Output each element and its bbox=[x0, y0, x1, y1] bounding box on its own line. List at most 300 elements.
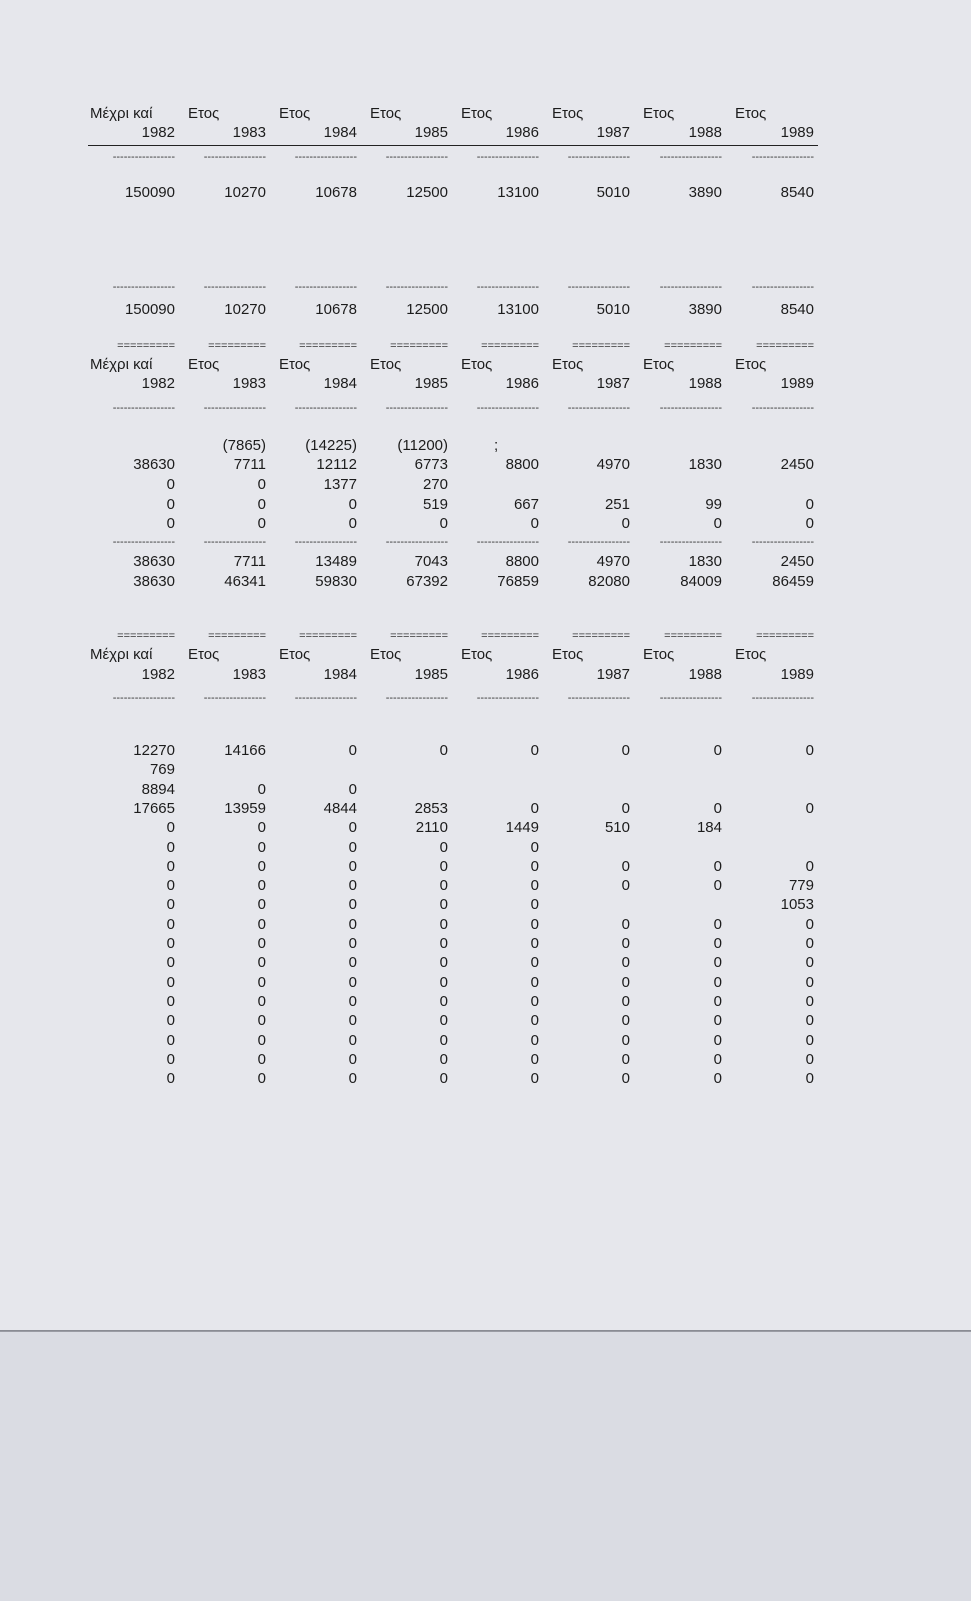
table-row-cell: 0 bbox=[621, 515, 630, 532]
table-row-cell: 0 bbox=[713, 877, 722, 894]
table-row-cell: 0 bbox=[805, 742, 814, 759]
table-row-cell: 0 bbox=[439, 858, 448, 875]
dash-separator-cell: ----------------- bbox=[476, 536, 539, 548]
double-separator-cell: ========= bbox=[208, 630, 266, 642]
dash-separator-cell: ----------------- bbox=[659, 281, 722, 293]
table-row-cell: 0 bbox=[166, 916, 175, 933]
table-row-cell: 0 bbox=[713, 742, 722, 759]
dash-separator-cell: ----------------- bbox=[294, 692, 357, 704]
table-row-cell: 0 bbox=[805, 1032, 814, 1049]
header-year-word: Ετος bbox=[188, 646, 220, 663]
dash-separator-cell: ----------------- bbox=[112, 536, 175, 548]
table-row-cell: 0 bbox=[166, 954, 175, 971]
double-separator-cell: ========= bbox=[481, 340, 539, 352]
table-row-cell: 0 bbox=[621, 1012, 630, 1029]
table-row-cell: 1449 bbox=[505, 819, 539, 836]
table-row-cell: 0 bbox=[621, 916, 630, 933]
table-row-cell: 0 bbox=[257, 1051, 266, 1068]
header-year-cell: 1985 bbox=[414, 375, 448, 392]
table-row-cell: 0 bbox=[439, 1051, 448, 1068]
header-year-word: Ετος bbox=[552, 356, 584, 373]
table-row-cell: 0 bbox=[530, 1070, 539, 1087]
table-row-cell: 0 bbox=[166, 896, 175, 913]
double-separator bbox=[0, 627, 971, 646]
header-year-word: Ετος bbox=[461, 356, 493, 373]
table-row-cell: 0 bbox=[257, 916, 266, 933]
table-row-cell: 0 bbox=[439, 515, 448, 532]
total-row-cell: 5010 bbox=[596, 301, 630, 318]
table-row bbox=[0, 992, 971, 1011]
table-row-cell: 0 bbox=[805, 858, 814, 875]
header-year-cell: 1988 bbox=[688, 375, 722, 392]
table-row-cell: 0 bbox=[348, 1070, 357, 1087]
header-year-word: Ετος bbox=[552, 646, 584, 663]
double-separator-cell: ========= bbox=[208, 340, 266, 352]
dash-separator-cell: ----------------- bbox=[567, 536, 630, 548]
header-label-row bbox=[0, 645, 971, 664]
header-year-cell: 1987 bbox=[596, 124, 630, 141]
table-row-cell: 2110 bbox=[415, 819, 448, 836]
table-row-cell: 6773 bbox=[414, 456, 448, 473]
total-row-cell: 13100 bbox=[497, 301, 539, 318]
header-year-cell: 1982 bbox=[141, 666, 175, 683]
table-row-cell: 0 bbox=[805, 515, 814, 532]
header-first-label: Μέχρι καί bbox=[90, 356, 153, 373]
table-row-cell: 0 bbox=[257, 496, 266, 513]
table-row-cell: 0 bbox=[257, 1070, 266, 1087]
double-separator-cell: ========= bbox=[117, 630, 175, 642]
table-row-cell: 0 bbox=[713, 858, 722, 875]
table-row-cell: 0 bbox=[439, 954, 448, 971]
table-row-cell: 5010 bbox=[596, 184, 630, 201]
header-year-word: Ετος bbox=[643, 646, 675, 663]
dash-separator-cell: ----------------- bbox=[476, 151, 539, 163]
table-row-cell: 99 bbox=[705, 496, 722, 513]
cumulative-row bbox=[0, 572, 971, 591]
table-row-cell: 0 bbox=[348, 935, 357, 952]
semicolon-mark: ; bbox=[494, 437, 499, 454]
table-row bbox=[0, 934, 971, 953]
table-row-cell: 510 bbox=[604, 819, 630, 836]
table-row-cell: 0 bbox=[713, 993, 722, 1010]
dash-separator-cell: ----------------- bbox=[567, 402, 630, 414]
table-row-cell: 0 bbox=[348, 896, 357, 913]
cumulative-row-cell: 46341 bbox=[224, 573, 266, 590]
header-year-cell: 1986 bbox=[505, 124, 539, 141]
header-year-word: Ετος bbox=[643, 105, 675, 122]
header-year-row bbox=[0, 123, 971, 142]
table-row-cell: 0 bbox=[530, 742, 539, 759]
table-row-cell: 0 bbox=[348, 858, 357, 875]
header-year-word: Ετος bbox=[188, 105, 220, 122]
table-row-cell: 0 bbox=[166, 858, 175, 875]
table-row-cell: 0 bbox=[439, 896, 448, 913]
header-year-word: Ετος bbox=[735, 646, 767, 663]
table-row-cell: 0 bbox=[530, 896, 539, 913]
table-row-cell: 0 bbox=[348, 839, 357, 856]
table-row-cell: 0 bbox=[166, 515, 175, 532]
total-row-cell: 2450 bbox=[780, 553, 814, 570]
dash-separator-cell: ----------------- bbox=[203, 151, 266, 163]
table-row-cell: 0 bbox=[530, 1051, 539, 1068]
table-row-cell: 0 bbox=[713, 974, 722, 991]
table-row-cell: 0 bbox=[805, 1051, 814, 1068]
table-row-cell: 0 bbox=[530, 1012, 539, 1029]
table-row-cell: 0 bbox=[348, 819, 357, 836]
dash-separator-cell: ----------------- bbox=[203, 402, 266, 414]
table-row bbox=[0, 495, 971, 514]
table-row-cell: 0 bbox=[713, 935, 722, 952]
table-row-cell: 0 bbox=[621, 954, 630, 971]
table-row bbox=[0, 838, 971, 857]
header-year-cell: 1982 bbox=[141, 124, 175, 141]
double-separator-cell: ========= bbox=[117, 340, 175, 352]
table-row-cell: 13100 bbox=[497, 184, 539, 201]
cumulative-row-cell: 67392 bbox=[406, 573, 448, 590]
table-row bbox=[0, 953, 971, 972]
table-row-cell: 0 bbox=[621, 742, 630, 759]
double-separator-cell: ========= bbox=[481, 630, 539, 642]
header-year-word: Ετος bbox=[188, 356, 220, 373]
table-row-cell: 0 bbox=[713, 1070, 722, 1087]
header-year-cell: 1983 bbox=[232, 666, 266, 683]
table-row-cell: 0 bbox=[257, 515, 266, 532]
table-row-cell: 2853 bbox=[414, 800, 448, 817]
double-separator-cell: ========= bbox=[390, 340, 448, 352]
table-row-cell: 0 bbox=[530, 935, 539, 952]
dash-separator-cell: ----------------- bbox=[659, 151, 722, 163]
total-row-cell: 8800 bbox=[505, 553, 539, 570]
table-row-cell: 0 bbox=[439, 877, 448, 894]
table-row-cell: 1830 bbox=[688, 456, 722, 473]
header-year-cell: 1986 bbox=[505, 375, 539, 392]
double-separator-cell: ========= bbox=[390, 630, 448, 642]
table-row-cell: 0 bbox=[348, 496, 357, 513]
dash-separator-cell: ----------------- bbox=[751, 151, 814, 163]
cumulative-row-cell: 84009 bbox=[680, 573, 722, 590]
table-row-cell: 13959 bbox=[224, 800, 266, 817]
double-separator-cell: ========= bbox=[664, 630, 722, 642]
header-year-word: Ετος bbox=[370, 356, 402, 373]
table-row-cell: 0 bbox=[713, 515, 722, 532]
table-row-cell: 0 bbox=[166, 974, 175, 991]
double-separator-cell: ========= bbox=[664, 340, 722, 352]
table-row-cell: 0 bbox=[257, 896, 266, 913]
table-row bbox=[0, 741, 971, 760]
cumulative-row-cell: 76859 bbox=[497, 573, 539, 590]
header-year-cell: 1988 bbox=[688, 666, 722, 683]
table-row-cell: 0 bbox=[805, 954, 814, 971]
header-year-row bbox=[0, 374, 971, 393]
table-row-cell: 0 bbox=[621, 935, 630, 952]
table-row-cell: 0 bbox=[439, 742, 448, 759]
total-row bbox=[0, 300, 971, 319]
table-row-cell: 0 bbox=[621, 974, 630, 991]
dash-separator-cell: ----------------- bbox=[659, 402, 722, 414]
table-row-cell: 0 bbox=[621, 1032, 630, 1049]
table-row-cell: 0 bbox=[439, 1012, 448, 1029]
total-row-cell: 3890 bbox=[688, 301, 722, 318]
table-row-cell: 4844 bbox=[323, 800, 357, 817]
header-year-cell: 1989 bbox=[780, 666, 814, 683]
table-row-cell: 1377 bbox=[323, 476, 357, 493]
table-row-cell: 270 bbox=[422, 476, 448, 493]
table-row-cell: 8800 bbox=[505, 456, 539, 473]
table-row-cell: 0 bbox=[166, 1051, 175, 1068]
table-row bbox=[0, 973, 971, 992]
table-row-cell: 8540 bbox=[780, 184, 814, 201]
table-row-cell: 12500 bbox=[406, 184, 448, 201]
header-year-cell: 1987 bbox=[596, 666, 630, 683]
table-row-cell: 0 bbox=[805, 993, 814, 1010]
table-row-cell: 0 bbox=[348, 974, 357, 991]
dash-separator-cell: ----------------- bbox=[385, 151, 448, 163]
header-year-word: Ετος bbox=[735, 105, 767, 122]
total-row bbox=[0, 552, 971, 571]
dash-separator-cell: ----------------- bbox=[476, 281, 539, 293]
table-row bbox=[0, 514, 971, 533]
table-row-cell: 0 bbox=[166, 819, 175, 836]
total-row-cell: 38630 bbox=[133, 553, 175, 570]
header-year-word: Ετος bbox=[735, 356, 767, 373]
table-row bbox=[0, 475, 971, 494]
header-first-label: Μέχρι καί bbox=[90, 646, 153, 663]
dash-separator-cell: ----------------- bbox=[751, 402, 814, 414]
table-row-cell: 0 bbox=[805, 974, 814, 991]
table-row-cell: 0 bbox=[530, 954, 539, 971]
table-row-cell: 519 bbox=[422, 496, 448, 513]
table-row-cell: 0 bbox=[439, 1032, 448, 1049]
header-year-word: Ετος bbox=[370, 646, 402, 663]
double-separator-cell: ========= bbox=[756, 630, 814, 642]
dash-separator-cell: ----------------- bbox=[203, 281, 266, 293]
table-row-cell: 2450 bbox=[780, 456, 814, 473]
dash-separator-cell: ----------------- bbox=[567, 151, 630, 163]
dash-separator-cell: ----------------- bbox=[385, 281, 448, 293]
table-row-cell: 0 bbox=[713, 1032, 722, 1049]
table-row-cell: 10270 bbox=[224, 184, 266, 201]
cumulative-row-cell: 59830 bbox=[315, 573, 357, 590]
table-row-cell: 0 bbox=[166, 935, 175, 952]
header-year-word: Ετος bbox=[279, 105, 311, 122]
table-row bbox=[0, 1031, 971, 1050]
dash-separator-cell: ----------------- bbox=[294, 536, 357, 548]
table-row-cell: 0 bbox=[348, 515, 357, 532]
table-row-cell: 0 bbox=[621, 1070, 630, 1087]
table-row-cell: 3890 bbox=[688, 184, 722, 201]
double-separator-cell: ========= bbox=[572, 630, 630, 642]
dash-separator-cell: ----------------- bbox=[294, 281, 357, 293]
dash-separator-cell: ----------------- bbox=[751, 281, 814, 293]
table-row-cell: 0 bbox=[439, 935, 448, 952]
table-row-cell: 0 bbox=[348, 781, 357, 798]
table-row-cell: 779 bbox=[788, 877, 814, 894]
table-row-cell: 0 bbox=[805, 935, 814, 952]
table-row-cell: 184 bbox=[696, 819, 722, 836]
header-first-label: Μέχρι καί bbox=[90, 105, 153, 122]
table-row-cell: 150090 bbox=[124, 184, 175, 201]
dash-separator-cell: ----------------- bbox=[751, 536, 814, 548]
table-row-cell: 0 bbox=[257, 819, 266, 836]
table-row-cell: 0 bbox=[530, 877, 539, 894]
table-row-cell: 0 bbox=[439, 974, 448, 991]
table-row-cell: 0 bbox=[530, 858, 539, 875]
table-row-cell: 0 bbox=[713, 1012, 722, 1029]
header-year-cell: 1988 bbox=[688, 124, 722, 141]
table-row-cell: 0 bbox=[713, 954, 722, 971]
header-year-cell: 1984 bbox=[323, 375, 357, 392]
table-row-cell: 0 bbox=[257, 935, 266, 952]
cumulative-row-cell: 38630 bbox=[133, 573, 175, 590]
table-row-cell: 0 bbox=[348, 1051, 357, 1068]
total-row-cell: 7043 bbox=[414, 553, 448, 570]
table-row-cell: 0 bbox=[439, 993, 448, 1010]
table-row bbox=[0, 799, 971, 818]
table-row-cell: 0 bbox=[621, 800, 630, 817]
header-year-cell: 1989 bbox=[780, 124, 814, 141]
header-year-word: Ετος bbox=[461, 105, 493, 122]
table-row-cell: 0 bbox=[348, 1012, 357, 1029]
cumulative-row-cell: 86459 bbox=[772, 573, 814, 590]
table-row-cell: 10678 bbox=[315, 184, 357, 201]
scanner-bed-area bbox=[0, 1330, 971, 1601]
table-row-cell: 0 bbox=[166, 1032, 175, 1049]
header-label-row bbox=[0, 355, 971, 374]
table-row-cell: 17665 bbox=[133, 800, 175, 817]
table-row-cell: 769 bbox=[149, 761, 175, 778]
total-row-cell: 1830 bbox=[688, 553, 722, 570]
total-row-cell: 7711 bbox=[233, 553, 266, 570]
table-row-cell: 14166 bbox=[224, 742, 266, 759]
table-row-cell: 0 bbox=[621, 993, 630, 1010]
header-underline bbox=[88, 145, 818, 146]
total-row-cell: 4970 bbox=[596, 553, 630, 570]
dash-separator-cell: ----------------- bbox=[294, 151, 357, 163]
table-row-cell: 0 bbox=[805, 496, 814, 513]
paren-row-cell: (14225) bbox=[305, 437, 357, 454]
dash-separator-cell: ----------------- bbox=[294, 402, 357, 414]
table-row-cell: 0 bbox=[257, 974, 266, 991]
dash-separator-cell: ----------------- bbox=[567, 281, 630, 293]
table-row-cell: 0 bbox=[530, 515, 539, 532]
double-separator-cell: ========= bbox=[756, 340, 814, 352]
table-row-cell: 667 bbox=[513, 496, 539, 513]
double-separator-cell: ========= bbox=[299, 630, 357, 642]
header-label-row bbox=[0, 104, 971, 123]
total-row-cell: 13489 bbox=[315, 553, 357, 570]
dash-separator-cell: ----------------- bbox=[385, 692, 448, 704]
table-row-cell: 0 bbox=[166, 839, 175, 856]
dash-separator-cell: ----------------- bbox=[112, 151, 175, 163]
table-row-cell: 7711 bbox=[233, 456, 266, 473]
header-year-cell: 1983 bbox=[232, 124, 266, 141]
table-row bbox=[0, 818, 971, 837]
dash-separator-cell: ----------------- bbox=[659, 536, 722, 548]
table-row-cell: 0 bbox=[166, 993, 175, 1010]
table-row bbox=[0, 183, 971, 202]
table-row-cell: 0 bbox=[257, 954, 266, 971]
table-row-cell: 0 bbox=[530, 993, 539, 1010]
table-row-cell: 0 bbox=[530, 839, 539, 856]
table-row-cell: 0 bbox=[805, 1070, 814, 1087]
table-row-cell: 0 bbox=[348, 916, 357, 933]
paren-row-cell: (7865) bbox=[222, 437, 266, 454]
table-row-cell: 0 bbox=[805, 916, 814, 933]
table-row bbox=[0, 760, 971, 779]
table-row-cell: 0 bbox=[257, 1012, 266, 1029]
total-row-cell: 8540 bbox=[780, 301, 814, 318]
table-row-cell: 0 bbox=[166, 476, 175, 493]
header-year-cell: 1987 bbox=[596, 375, 630, 392]
double-separator-cell: ========= bbox=[572, 340, 630, 352]
table-row-cell: 1053 bbox=[780, 896, 814, 913]
dash-separator-cell: ----------------- bbox=[203, 536, 266, 548]
table-row-cell: 0 bbox=[713, 916, 722, 933]
table-row-cell: 0 bbox=[621, 1051, 630, 1068]
table-row-cell: 0 bbox=[805, 800, 814, 817]
header-year-word: Ετος bbox=[461, 646, 493, 663]
table-row-cell: 0 bbox=[348, 877, 357, 894]
table-row-cell: 0 bbox=[257, 858, 266, 875]
table-row-cell: 0 bbox=[257, 476, 266, 493]
table-row-cell: 0 bbox=[530, 916, 539, 933]
table-row bbox=[0, 1050, 971, 1069]
header-year-word: Ετος bbox=[370, 105, 402, 122]
table-row bbox=[0, 1069, 971, 1088]
table-row-cell: 0 bbox=[348, 954, 357, 971]
table-row-cell: 0 bbox=[166, 877, 175, 894]
header-year-word: Ετος bbox=[279, 646, 311, 663]
table-row bbox=[0, 1011, 971, 1030]
header-year-cell: 1989 bbox=[780, 375, 814, 392]
table-row bbox=[0, 915, 971, 934]
header-year-cell: 1983 bbox=[232, 375, 266, 392]
header-year-cell: 1982 bbox=[141, 375, 175, 392]
table-row-cell: 0 bbox=[621, 858, 630, 875]
dash-separator-cell: ----------------- bbox=[751, 692, 814, 704]
header-year-row bbox=[0, 665, 971, 684]
table-row bbox=[0, 876, 971, 895]
table-row-cell: 0 bbox=[439, 1070, 448, 1087]
dash-separator bbox=[0, 689, 971, 708]
table-row-cell: 0 bbox=[805, 1012, 814, 1029]
header-year-cell: 1986 bbox=[505, 666, 539, 683]
table-row-cell: 0 bbox=[257, 1032, 266, 1049]
dash-separator-cell: ----------------- bbox=[476, 402, 539, 414]
table-row-cell: 0 bbox=[348, 1032, 357, 1049]
dash-separator-cell: ----------------- bbox=[203, 692, 266, 704]
dash-separator-cell: ----------------- bbox=[112, 692, 175, 704]
table-row-cell: 0 bbox=[348, 742, 357, 759]
table-row-cell: 38630 bbox=[133, 456, 175, 473]
table-row-cell: 0 bbox=[439, 916, 448, 933]
table-row-cell: 0 bbox=[348, 993, 357, 1010]
table-row bbox=[0, 857, 971, 876]
table-row-cell: 4970 bbox=[596, 456, 630, 473]
table-row-cell: 0 bbox=[530, 974, 539, 991]
table-row-cell: 0 bbox=[530, 800, 539, 817]
header-year-cell: 1985 bbox=[414, 124, 448, 141]
total-row-cell: 12500 bbox=[406, 301, 448, 318]
dash-separator-cell: ----------------- bbox=[385, 402, 448, 414]
header-year-word: Ετος bbox=[552, 105, 584, 122]
dash-separator-cell: ----------------- bbox=[567, 692, 630, 704]
total-row-cell: 10678 bbox=[315, 301, 357, 318]
dash-separator bbox=[0, 399, 971, 418]
dash-separator bbox=[0, 533, 971, 552]
dash-separator-cell: ----------------- bbox=[476, 692, 539, 704]
header-year-word: Ετος bbox=[643, 356, 675, 373]
